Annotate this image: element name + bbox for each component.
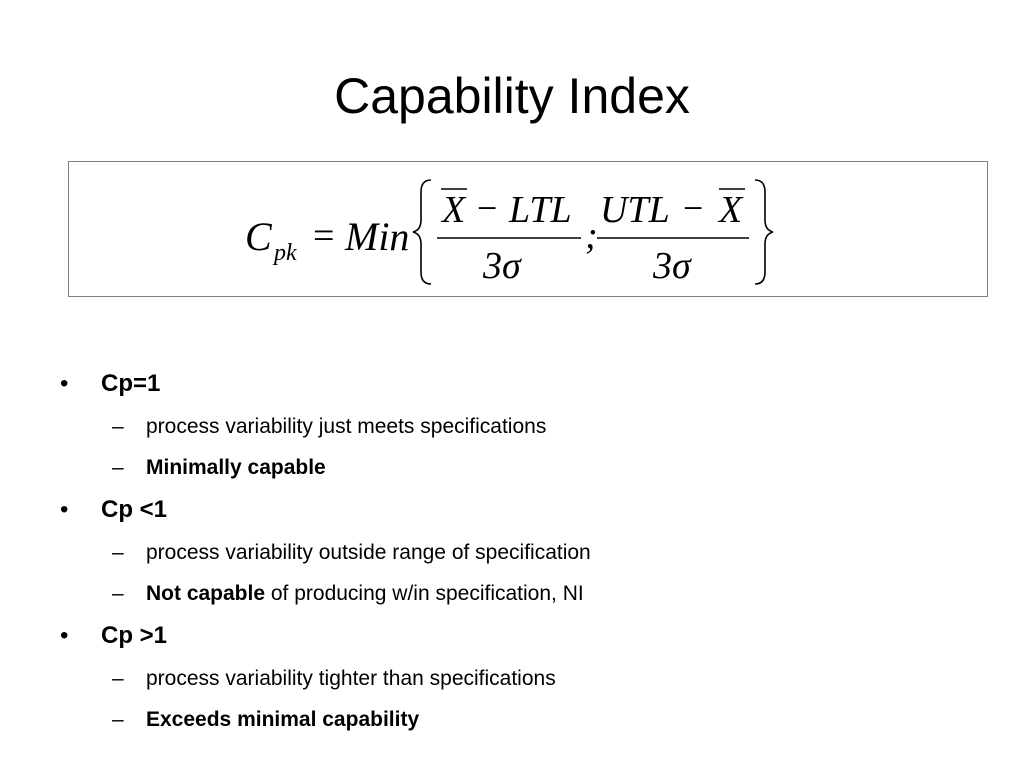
bullet-item: [60, 488, 960, 532]
bullet-label: Cp <1: [101, 496, 168, 523]
sublist: [60, 532, 960, 614]
formula-box: [68, 161, 988, 297]
sublist: [60, 406, 960, 488]
sub-bullet-item: [60, 447, 960, 488]
slide-title: Capability Index: [334, 68, 690, 124]
formula-term1-num-left: X: [442, 189, 466, 231]
dash-marker: –: [112, 708, 124, 731]
sub-bullet-bold: Minimally capable: [146, 456, 326, 479]
bullet-label: Cp=1: [101, 370, 161, 397]
formula-term1-num-op: −: [477, 188, 498, 228]
formula-left-brace: [413, 180, 431, 284]
formula-term2-num-op: −: [683, 188, 704, 228]
formula-term2-num-right: X: [719, 189, 743, 231]
cpk-formula: [69, 162, 989, 298]
formula-lhs-symbol: C: [245, 214, 272, 259]
formula-function: Min: [345, 214, 410, 259]
sublist-wrapper: [60, 658, 960, 740]
sublist-wrapper: [60, 406, 960, 488]
bullet-item: [60, 614, 960, 658]
sub-bullet-item: [60, 573, 960, 614]
bullet-label: Cp >1: [101, 622, 168, 649]
dash-marker: –: [112, 667, 124, 690]
sub-bullet-item: [60, 699, 960, 740]
formula-term2-num-left: UTL: [600, 189, 670, 231]
dash-marker: –: [112, 415, 124, 438]
bullet-marker: •: [60, 496, 69, 523]
sublist: [60, 658, 960, 740]
sub-bullet-text: process variability just meets specifications: [146, 415, 547, 438]
formula-right-brace: [755, 180, 773, 284]
sub-bullet-text: of producing w/in specification, NI: [265, 582, 584, 605]
sub-bullet-bold: Not capable: [146, 582, 266, 605]
sub-bullet-text: process variability outside range of specification: [146, 541, 591, 564]
formula-term1-denominator: 3σ: [483, 245, 521, 287]
sub-bullet-text: process variability tighter than specifications: [146, 667, 556, 690]
sub-bullet-item: [60, 658, 960, 699]
sub-bullet-item: [60, 406, 960, 447]
bullet-item: [60, 362, 960, 406]
sub-bullet-item: [60, 532, 960, 573]
formula-lhs-subscript: pk: [274, 240, 297, 266]
formula-term1-num-right: LTL: [509, 189, 572, 231]
formula-term2-denominator: 3σ: [653, 245, 691, 287]
bullet-list: [60, 362, 960, 740]
dash-marker: –: [112, 541, 124, 564]
bullet-marker: •: [60, 622, 69, 649]
formula-separator: ;: [585, 215, 598, 257]
sublist-wrapper: [60, 532, 960, 614]
dash-marker: –: [112, 582, 124, 605]
dash-marker: –: [112, 456, 124, 479]
sub-bullet-bold: Exceeds minimal capability: [146, 708, 420, 731]
formula-equals: =: [313, 215, 335, 257]
bullet-marker: •: [60, 370, 69, 397]
